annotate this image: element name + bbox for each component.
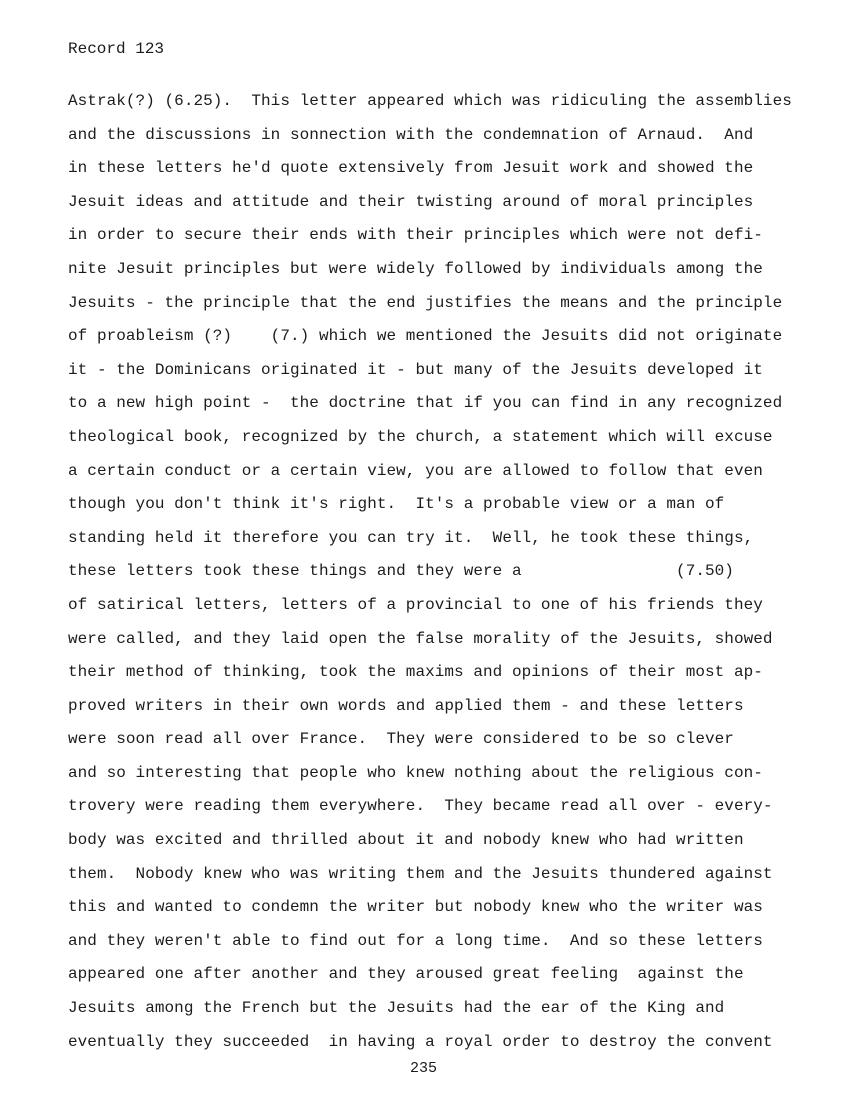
text-line: theological book, recognized by the church, a statement which will excuse	[68, 427, 773, 446]
text-line: Jesuit ideas and attitude and their twisting around of moral principles	[68, 192, 754, 211]
text-line: to a new high point - the doctrine that if you can find in any recognized	[68, 394, 783, 413]
text-line: body was excited and thrilled about it and nobody knew who had written	[68, 831, 744, 850]
page-number: 235	[409, 1060, 437, 1077]
text-line: eventually they succeeded in having a royal order to destroy the convent	[68, 1032, 773, 1051]
text-line: were called, and they laid open the false morality of the Jesuits, showed	[68, 629, 773, 648]
text-line: and so interesting that people who knew nothing about the religious con-	[68, 763, 763, 782]
record-header: Record 123	[68, 40, 165, 58]
text-line: it - the Dominicans originated it - but many of the Jesuits developed it	[68, 360, 763, 379]
text-line: Jesuits among the French but the Jesuits had the ear of the King and	[68, 999, 725, 1018]
text-line: trovery were reading them everywhere. They became read all over - every-	[68, 797, 773, 816]
text-line: of satirical letters, letters of a provincial to one of his friends they	[68, 595, 763, 614]
text-line: nite Jesuit principles but were widely followed by individuals among the	[68, 259, 763, 278]
text-line: a certain conduct or a certain view, you are allowed to follow that even	[68, 461, 763, 480]
text-line: them. Nobody knew who was writing them and the Jesuits thundered against	[68, 864, 773, 883]
text-line: appeared one after another and they aroused great feeling against the	[68, 965, 744, 984]
text-line: were soon read all over France. They were considered to be so clever	[68, 730, 734, 749]
body-text	[68, 88, 843, 1062]
text-line: and the discussions in sonnection with the condemnation of Arnaud. And	[68, 125, 754, 144]
text-line: Astrak(?) (6.25). This letter appeared which was ridiculing the assemblies	[68, 92, 792, 110]
text-line: proved writers in their own words and applied them - and these letters	[68, 696, 744, 715]
text-line: their method of thinking, took the maxims and opinions of their most ap-	[68, 663, 763, 682]
text-line: and they weren't able to find out for a long time. And so these letters	[68, 931, 763, 950]
text-line: standing held it therefore you can try it. Well, he took these things,	[68, 528, 754, 547]
text-line: of proableism (?) (7.) which we mentioned the Jesuits did not originate	[68, 327, 783, 346]
text-line: in these letters he'd quote extensively from Jesuit work and showed the	[68, 159, 754, 178]
text-line: Jesuits - the principle that the end justifies the means and the principle	[68, 293, 783, 312]
text-line: these letters took these things and they were a (7.50)	[68, 562, 734, 581]
text-line: in order to secure their ends with their principles which were not defi-	[68, 226, 763, 245]
text-line: though you don't think it's right. It's a probable view or a man of	[68, 495, 725, 514]
text-line: this and wanted to condemn the writer but nobody knew who the writer was	[68, 898, 763, 917]
